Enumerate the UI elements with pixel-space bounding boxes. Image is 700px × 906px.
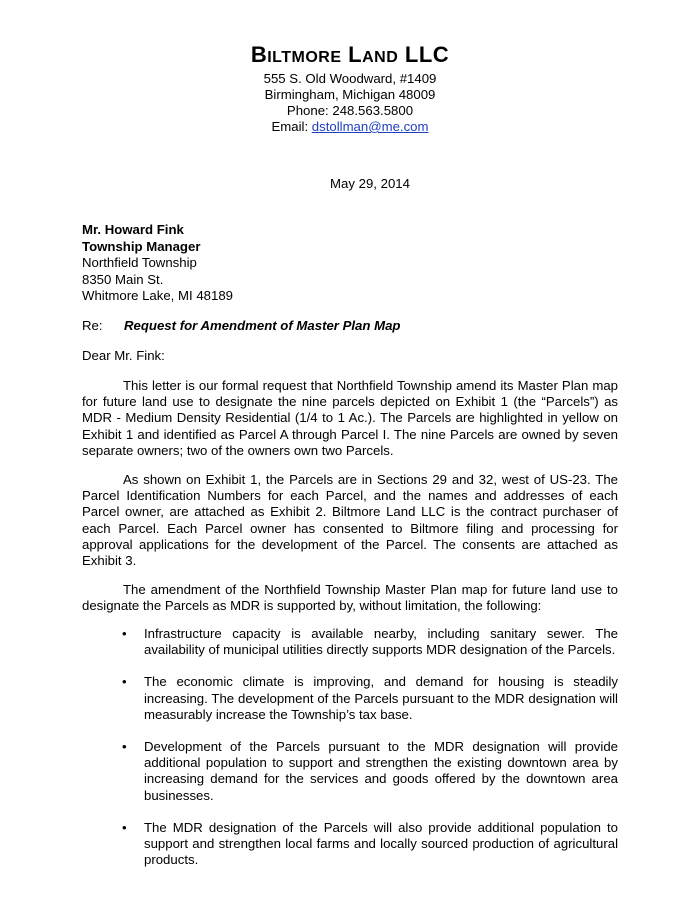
recipient-city: Whitmore Lake, MI 48189	[82, 288, 233, 303]
bullet-list	[82, 626, 618, 884]
recipient-title: Township Manager	[82, 238, 201, 254]
re-subject: Request for Amendment of Master Plan Map	[124, 318, 401, 333]
letter-date: May 29, 2014	[330, 176, 410, 191]
paragraph-2: As shown on Exhibit 1, the Parcels are in Sections 29 and 32, west of US-23. The Parcel Identification Numbers for each Parcel, and the names and addresses of each Parcel owner, are attached as Exhibit 2. Biltmore Land LLC is the contract purchaser of each Parcel. Each Parcel owner has consented to Biltmore filing and processing for approval applications for the development of the Parcel. The consents are attached as Exhibit 3.	[82, 472, 618, 569]
bullet-text: The MDR designation of the Parcels will also provide additional population to support and strengthen local farms and locally sourced production of agricultural products.	[144, 819, 618, 868]
bullet-text: The economic climate is improving, and demand for housing is steadily increasing. The development of the Parcels pursuant to the MDR designation will measurably increase the Township’s tax base.	[144, 674, 618, 722]
recipient-org: Northfield Township	[82, 255, 197, 270]
list-item	[82, 820, 618, 869]
recipient-name: Mr. Howard Fink	[82, 222, 184, 237]
bullet-icon: •	[122, 739, 127, 755]
letterhead	[0, 42, 700, 135]
paragraph-1: This letter is our formal request that Northfield Township amend its Master Plan map for future land use to designate the nine parcels depicted on Exhibit 1 (the “Parcels”) as MDR - Medium Density Residential (1/4 to 1 Ac.). The Parcels are highlighted in yellow on Exhibit 1 and identified as Parcel A through Parcel I. The nine Parcels are owned by seven separate owners; two of the owners own two Parcels.	[82, 378, 618, 458]
company-initial-l: L	[348, 42, 363, 67]
paragraph-3: The amendment of the Northfield Township Master Plan map for future land use to designate the Parcels as MDR is supported by, without limitation, the following:	[82, 582, 618, 614]
company-word-rest-1: ILTMORE	[267, 49, 342, 66]
salutation: Dear Mr. Fink:	[82, 348, 165, 363]
re-line	[82, 318, 401, 334]
email-link[interactable]: dstollman@me.com	[311, 119, 429, 134]
company-name	[0, 42, 700, 71]
list-item	[82, 626, 618, 658]
address-line-2: Birmingham, Michigan 48009	[264, 87, 436, 102]
email-line	[0, 119, 700, 135]
bullet-icon: •	[122, 626, 127, 641]
bullet-text: Infrastructure capacity is available nearby, including sanitary sewer. The availability of municipal utilities directly supports MDR designation of the Parcels.	[144, 626, 618, 658]
company-initial-b: B	[250, 42, 268, 67]
bullet-icon: •	[122, 819, 127, 835]
re-label: Re:	[82, 318, 103, 333]
address-line-1: 555 S. Old Woodward, #1409	[263, 71, 437, 86]
list-item	[82, 674, 618, 723]
company-suffix: LLC	[404, 42, 450, 67]
list-item	[82, 739, 618, 804]
recipient-street: 8350 Main St.	[82, 271, 164, 287]
phone-line: Phone: 248.563.5800	[286, 103, 414, 118]
recipient-block	[82, 222, 233, 305]
email-label: Email:	[271, 119, 312, 134]
company-word-rest-2: AND	[362, 49, 399, 66]
bullet-icon: •	[122, 674, 127, 690]
bullet-text: Development of the Parcels pursuant to the MDR designation will provide additional population to support and strengthen the existing downtown area by increasing demand for the services and goods offered by the downtown area businesses.	[144, 739, 618, 803]
